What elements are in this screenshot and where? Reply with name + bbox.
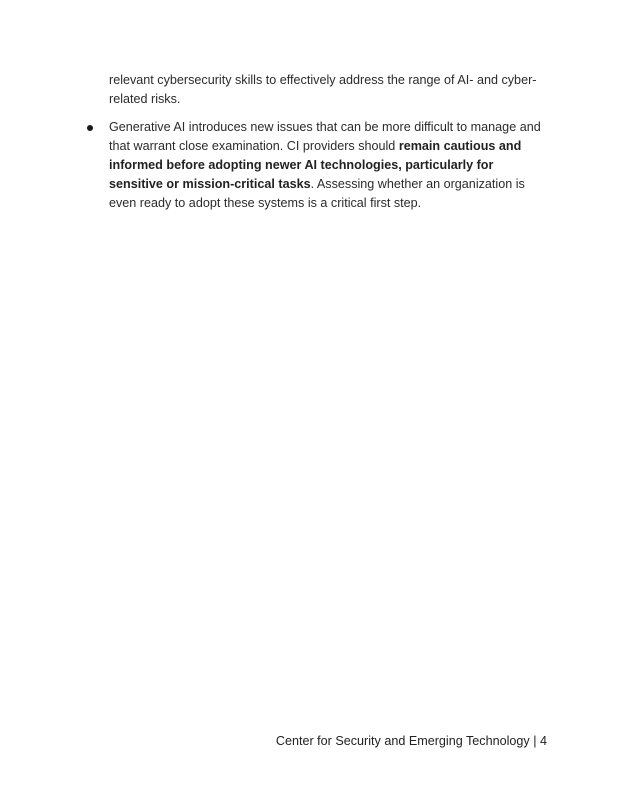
bullet-list	[109, 118, 547, 213]
continued-paragraph: relevant cybersecurity skills to effectively address the range of AI- and cyber-related risks.	[109, 73, 537, 106]
page-body	[109, 71, 547, 213]
bullet-text-regular: Generative AI introduces new issues that can be more difficult to manage and that warrant close examination. CI providers should	[109, 120, 541, 153]
bullet-item	[109, 118, 547, 213]
page-footer: Center for Security and Emerging Technology | 4	[275, 734, 547, 748]
bullet-text-bold: remain cautious and informed before adopting newer AI technologies, particularly for sensitive or mission-critical tasks	[109, 139, 522, 191]
bullet-dot-icon	[87, 125, 93, 131]
bullet-text-regular-end: . Assessing whether an organization is even ready to adopt these systems is a critical first step.	[109, 177, 525, 210]
